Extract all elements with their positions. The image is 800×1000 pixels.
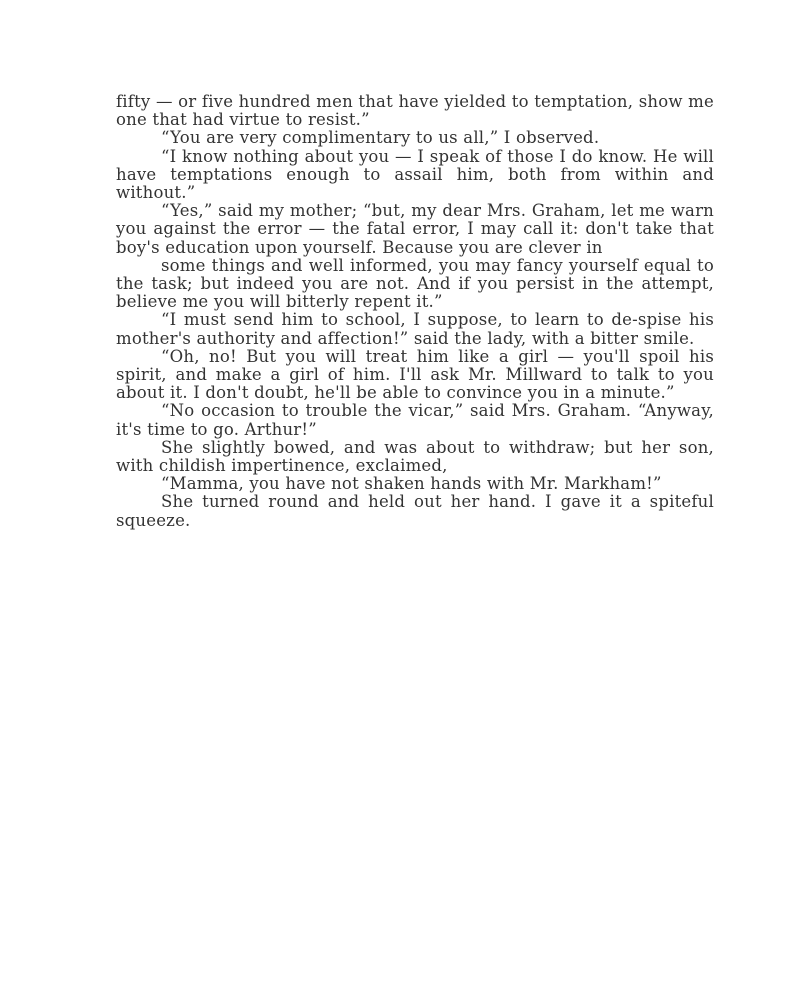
paragraph: “Oh, no! But you will treat him like a girl — you'll spoil his spirit, and make a girl of him. I'll ask Mr. Millward to talk to you about it. I don't doubt, he'll be able to convince you in a minute.”: [116, 346, 714, 403]
paragraph: “I know nothing about you — I speak of those I do know. He will have temptations enough to assail him, both from within and without.”: [116, 146, 714, 203]
paragraph: “Yes,” said my mother; “but, my dear Mrs. Graham, let me warn you against the error — the fatal error, I may call it: don't take that boy's education upon yourself. Because you are clever in: [116, 201, 714, 257]
paragraph: some things and well informed, you may fancy yourself equal to the task; but indeed you are not. And if you persist in the attempt, believe me you will bitterly repent it.”: [116, 255, 714, 312]
paragraph: “No occasion to trouble the vicar,” said Mrs. Graham. “Anyway, it's time to go. Arthur!”: [116, 401, 714, 439]
paragraph: fifty — or five hundred men that have yielded to temptation, show me one that had virtue to resist.”: [116, 92, 714, 130]
paragraph: “You are very complimentary to us all,” I observed.: [161, 128, 600, 148]
document-page: [116, 93, 714, 530]
paragraph: “Mamma, you have not shaken hands with Mr. Markham!”: [161, 474, 662, 494]
paragraph: She slightly bowed, and was about to withdraw; but her son, with childish impertinence, exclaimed,: [116, 437, 714, 476]
paragraph: “I must send him to school, I suppose, to learn to de-spise his mother's authority and affection!” said the lady, with a bitter smile.: [116, 310, 714, 348]
paragraph: She turned round and held out her hand. I gave it a spiteful squeeze.: [116, 492, 714, 530]
